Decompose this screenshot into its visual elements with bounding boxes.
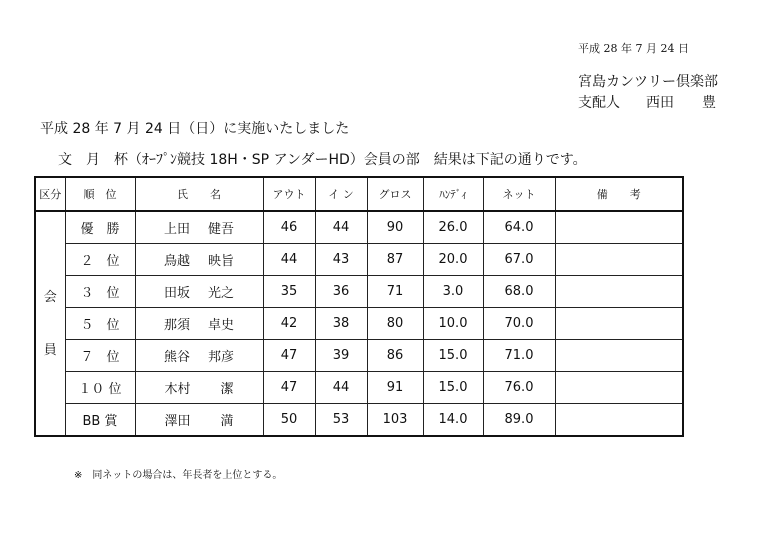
gross-cell: 87 xyxy=(367,244,423,276)
remarks-cell xyxy=(555,244,683,276)
intro-text: 平成 28 年 7 月 24 日（日）に実施いたしました xyxy=(40,121,350,137)
rank-cell: 優 勝 xyxy=(65,211,135,244)
rank-cell: ２ 位 xyxy=(65,244,135,276)
net-cell: 89.0 xyxy=(483,404,555,437)
gross-cell: 86 xyxy=(367,340,423,372)
table-row xyxy=(35,244,683,276)
header-handicap: ﾊﾝﾃﾞｨ xyxy=(423,177,483,211)
footnote: ※ 同ネットの場合は、年長者を上位とする。 xyxy=(74,470,283,481)
given-name: 邦彦 xyxy=(208,350,235,365)
out-cell: 50 xyxy=(263,404,315,437)
net-cell: 71.0 xyxy=(483,340,555,372)
surname: 上田 xyxy=(163,222,190,237)
net-cell: 67.0 xyxy=(483,244,555,276)
handicap-cell: 20.0 xyxy=(423,244,483,276)
out-cell: 47 xyxy=(263,340,315,372)
given-name: 光之 xyxy=(208,286,235,301)
name-cell xyxy=(135,211,263,244)
handicap-cell: 3.0 xyxy=(423,276,483,308)
in-cell: 53 xyxy=(315,404,367,437)
category-char-top: 会 xyxy=(43,289,57,305)
net-cell: 70.0 xyxy=(483,308,555,340)
rank-cell: １０ 位 xyxy=(65,372,135,404)
remarks-cell xyxy=(555,404,683,437)
surname: 田坂 xyxy=(163,286,190,301)
table-row xyxy=(35,308,683,340)
in-cell: 43 xyxy=(315,244,367,276)
in-cell: 39 xyxy=(315,340,367,372)
header-category: 区分 xyxy=(35,177,65,211)
net-cell: 76.0 xyxy=(483,372,555,404)
manager-line xyxy=(578,92,716,112)
table-row xyxy=(35,211,683,244)
table-row xyxy=(35,404,683,437)
name-cell xyxy=(135,244,263,276)
in-cell: 44 xyxy=(315,211,367,244)
out-cell: 46 xyxy=(263,211,315,244)
results-table xyxy=(34,176,684,437)
remarks-cell xyxy=(555,276,683,308)
out-cell: 42 xyxy=(263,308,315,340)
given-name: 潔 xyxy=(220,382,234,397)
given-name: 映旨 xyxy=(208,254,235,269)
out-cell: 44 xyxy=(263,244,315,276)
header-remarks: 備 考 xyxy=(555,177,683,211)
table-header-row xyxy=(35,177,683,211)
net-cell: 64.0 xyxy=(483,211,555,244)
handicap-cell: 15.0 xyxy=(423,372,483,404)
name-cell xyxy=(135,308,263,340)
given-name: 満 xyxy=(220,414,234,429)
header-name: 氏 名 xyxy=(135,177,263,211)
given-name: 健吾 xyxy=(208,222,235,237)
remarks-cell xyxy=(555,211,683,244)
category-char-bottom: 員 xyxy=(43,342,57,358)
surname: 那須 xyxy=(163,318,190,333)
in-cell: 36 xyxy=(315,276,367,308)
remarks-cell xyxy=(555,372,683,404)
table-row xyxy=(35,372,683,404)
header-rank: 順 位 xyxy=(65,177,135,211)
gross-cell: 90 xyxy=(367,211,423,244)
header-gross: グロス xyxy=(367,177,423,211)
out-cell: 47 xyxy=(263,372,315,404)
rank-cell: ７ 位 xyxy=(65,340,135,372)
table-row xyxy=(35,340,683,372)
rank-cell: BB 賞 xyxy=(65,404,135,437)
in-cell: 38 xyxy=(315,308,367,340)
manager-name: 西田 豊 xyxy=(646,95,716,111)
out-cell: 35 xyxy=(263,276,315,308)
category-cell xyxy=(35,211,65,436)
handicap-cell: 26.0 xyxy=(423,211,483,244)
manager-title: 支配人 xyxy=(578,95,620,111)
handicap-cell: 14.0 xyxy=(423,404,483,437)
in-cell: 44 xyxy=(315,372,367,404)
rank-cell: ３ 位 xyxy=(65,276,135,308)
net-cell: 68.0 xyxy=(483,276,555,308)
header-in: イ ン xyxy=(315,177,367,211)
handicap-cell: 10.0 xyxy=(423,308,483,340)
surname: 鳥越 xyxy=(163,254,190,269)
surname: 熊谷 xyxy=(163,350,190,365)
subtitle-text: 文 月 杯（ｵｰﾌﾟﾝ競技 18H・SP アンダーHD）会員の部 結果は下記の通りです。 xyxy=(58,152,587,168)
gross-cell: 80 xyxy=(367,308,423,340)
rank-cell: ５ 位 xyxy=(65,308,135,340)
club-name: 宮島カンツリー倶楽部 xyxy=(578,74,718,90)
gross-cell: 103 xyxy=(367,404,423,437)
header-out: アウト xyxy=(263,177,315,211)
gross-cell: 91 xyxy=(367,372,423,404)
document-date: 平成 28 年 7 月 24 日 xyxy=(578,42,689,55)
name-cell xyxy=(135,276,263,308)
surname: 木村 xyxy=(164,382,191,397)
name-cell xyxy=(135,340,263,372)
gross-cell: 71 xyxy=(367,276,423,308)
handicap-cell: 15.0 xyxy=(423,340,483,372)
table-row xyxy=(35,276,683,308)
given-name: 卓史 xyxy=(208,318,235,333)
name-cell xyxy=(135,404,263,437)
name-cell xyxy=(135,372,263,404)
header-net: ネット xyxy=(483,177,555,211)
remarks-cell xyxy=(555,308,683,340)
remarks-cell xyxy=(555,340,683,372)
surname: 澤田 xyxy=(164,414,191,429)
